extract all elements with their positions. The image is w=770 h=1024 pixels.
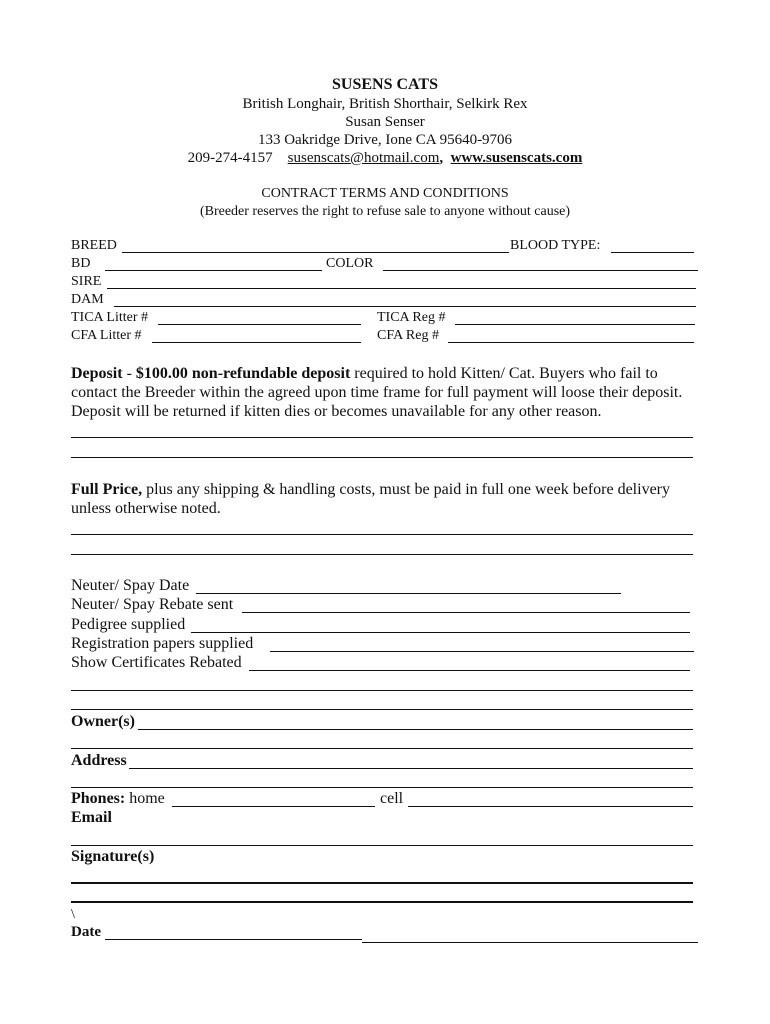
full-price-label: Full Price, xyxy=(71,481,143,498)
owner-name: Susan Senser xyxy=(345,114,425,130)
address-line[interactable] xyxy=(129,768,693,769)
deposit-blank-line-1[interactable] xyxy=(71,437,693,438)
deposit-dash: - xyxy=(122,365,136,382)
business-phone: 209-274-4157 xyxy=(187,150,273,166)
tica-litter-label: TICA Litter # xyxy=(71,310,148,325)
phones-row xyxy=(71,791,165,807)
full-price-blank-line-1[interactable] xyxy=(71,534,693,535)
neuter-spay-date-line[interactable] xyxy=(196,593,621,594)
breed-label: BREED xyxy=(71,238,117,253)
registration-papers-label: Registration papers supplied xyxy=(71,635,254,652)
blood-type-label: BLOOD TYPE: xyxy=(510,238,601,253)
terms-subheading: (Breeder reserves the right to refuse sale to anyone without cause) xyxy=(199,204,571,219)
registration-papers-line[interactable] xyxy=(270,651,694,652)
contact-line xyxy=(0,150,770,167)
deposit-blank-line-2[interactable] xyxy=(71,457,693,458)
owners-line[interactable] xyxy=(138,729,693,730)
sire-field-line[interactable] xyxy=(107,288,696,289)
date-label: Date xyxy=(71,924,101,940)
tica-litter-field-line[interactable] xyxy=(158,324,361,325)
address-blank-line[interactable] xyxy=(71,787,693,788)
deposit-line-1 xyxy=(71,366,658,382)
date-line[interactable] xyxy=(105,939,362,940)
tica-reg-label: TICA Reg # xyxy=(377,310,446,325)
backslash-mark: \ xyxy=(71,907,75,922)
checklist-blank-line-2[interactable] xyxy=(71,709,693,710)
owners-blank-line[interactable] xyxy=(71,748,693,749)
terms-heading: CONTRACT TERMS AND CONDITIONS xyxy=(261,186,509,201)
full-price-line-2: unless otherwise noted. xyxy=(71,500,221,517)
business-email-link[interactable]: susenscats@hotmail.com xyxy=(287,150,440,166)
home-phone-label: home xyxy=(125,790,165,807)
email-label: Email xyxy=(71,809,112,826)
dam-label: DAM xyxy=(71,292,104,307)
deposit-line-1-text: required to hold Kitten/ Cat. Buyers who fail to xyxy=(350,365,658,382)
neuter-spay-date-label: Neuter/ Spay Date xyxy=(71,577,190,594)
bottom-rule xyxy=(362,942,698,943)
cell-phone-label: cell xyxy=(380,790,404,807)
cfa-litter-label: CFA Litter # xyxy=(71,328,142,343)
bd-label: BD xyxy=(71,256,91,271)
signature-line-2[interactable] xyxy=(71,901,693,903)
separator: , xyxy=(439,150,444,166)
business-address: 133 Oakridge Drive, Ione CA 95640-9706 xyxy=(257,132,513,148)
owners-label: Owner(s) xyxy=(71,713,135,730)
breed-field-line[interactable] xyxy=(122,252,509,253)
cfa-reg-field-line[interactable] xyxy=(448,342,694,343)
signature-line-1[interactable] xyxy=(71,882,693,884)
color-label: COLOR xyxy=(326,256,374,271)
checklist-blank-line-1[interactable] xyxy=(71,690,693,691)
show-certificates-label: Show Certificates Rebated xyxy=(71,654,242,671)
show-certificates-line[interactable] xyxy=(249,670,690,671)
cell-phone-line[interactable] xyxy=(408,806,693,807)
blood-type-field-line[interactable] xyxy=(611,252,694,253)
deposit-label: Deposit xyxy=(71,365,123,382)
deposit-amount: $100.00 non-refundable deposit xyxy=(135,365,351,382)
full-price-blank-line-2[interactable] xyxy=(71,554,693,555)
business-website-link[interactable]: www.susenscats.com xyxy=(450,150,583,166)
sire-label: SIRE xyxy=(71,274,102,289)
signatures-label: Signature(s) xyxy=(71,848,155,865)
pedigree-line[interactable] xyxy=(191,632,690,633)
cfa-litter-field-line[interactable] xyxy=(152,342,361,343)
home-phone-line[interactable] xyxy=(172,806,375,807)
cfa-reg-label: CFA Reg # xyxy=(377,328,439,343)
phones-label: Phones: xyxy=(71,790,126,807)
full-price-line-1-text: plus any shipping & handling costs, must be paid in full one week before delivery xyxy=(142,481,670,498)
deposit-line-2: contact the Breeder within the agreed upon time frame for full payment will loose their deposit. xyxy=(71,384,683,401)
bd-field-line[interactable] xyxy=(105,270,322,271)
deposit-line-3: Deposit will be returned if kitten dies or becomes unavailable for any other reason. xyxy=(71,403,602,420)
full-price-line-1 xyxy=(71,482,670,498)
breeds-line: British Longhair, British Shorthair, Selkirk Rex xyxy=(242,96,528,112)
color-field-line[interactable] xyxy=(383,270,698,271)
business-title: SUSENS CATS xyxy=(332,76,438,93)
neuter-spay-rebate-label: Neuter/ Spay Rebate sent xyxy=(71,596,234,613)
dam-field-line[interactable] xyxy=(114,306,696,307)
address-label: Address xyxy=(71,752,127,769)
email-line[interactable] xyxy=(71,845,693,846)
neuter-spay-rebate-line[interactable] xyxy=(242,612,690,613)
tica-reg-field-line[interactable] xyxy=(455,324,695,325)
pedigree-label: Pedigree supplied xyxy=(71,616,186,633)
